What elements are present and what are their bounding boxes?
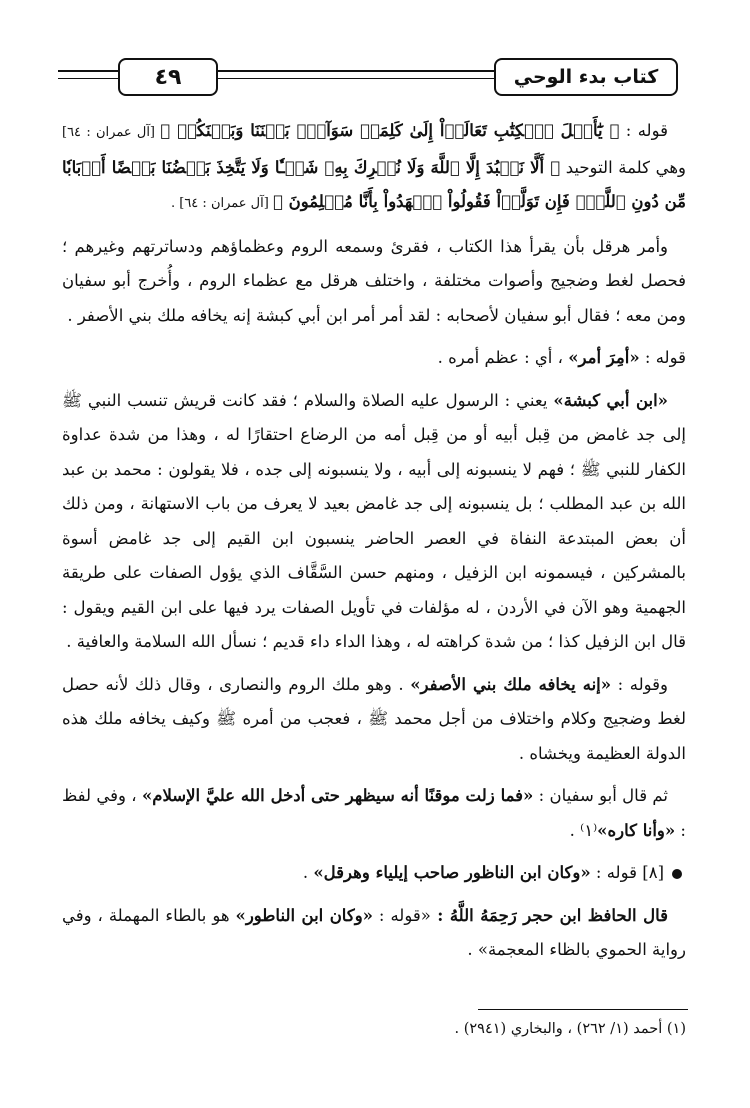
hadith-quote: «إنه يخافه ملك بني الأصفر» (410, 674, 612, 694)
text-span: . (302, 863, 314, 882)
text-span: يعني : الرسول عليه الصلاة والسلام ؛ فقد كانت قريش تنسب النبي ﷺ إلى جد غامض من قِبل أبيه أو من قِبل أمه من الرضاع احتقارًا له ، وهذا من شدة عداوة الكفار للنبي ﷺ ؛ فهم لا ينسبونه إلى أبيه ، ولا ينسبونه إلى جده ، فلا يقولون : محمد بن عبد الله بن عبد المطلب ؛ بل ينسبونه إلى جد غامض بعيد لا يعرف من باب الاستهانة ، ومن ذلك أن بعض المبتدعة النفاة في العصر الحاضر ينسبون ابن القيم إلى جد غامض أسوة بالمشركين ، فيسمونه ابن الزفيل ، ومنهم حسن السَّقَّاف الذي يؤول الصفات على طريقة الجهمية وهو الآن في الأردن ، له مؤلفات في تأويل الصفات يرد فيها على ابن القيم ويقول : قال ابن الزفيل كذا ؛ من شدة كراهته له ، وهذا الداء داء قديم ؛ نسأل الله السلامة والعافية . (62, 390, 686, 651)
paragraph (62, 230, 686, 334)
quran-quote: ﴿ أَلَّا نَعۡبُدَ إِلَّا ٱللَّهَ وَلَا نُشۡرِكَ بِهِۦ شَيۡـٔٗا وَلَا يَتَّخِذَ بَعۡضُنَا بَعۡضًا أَرۡبَابٗا مِّن دُونِ ٱللَّهِۚ فَإِن تَوَلَّوۡاْ فَقُولُواْ ٱشۡهَدُواْ بِأَنَّا مُسۡلِمُونَ ﴾ (62, 157, 686, 211)
text-span: هو بالطاء المهملة ، وفي رواية الحموي بالظاء المعجمة» . (62, 905, 686, 959)
header-rule-left (58, 70, 118, 72)
text-span: ثم قال أبو سفيان : (533, 786, 668, 805)
bullet-item (62, 856, 686, 891)
hadith-quote: «ابن أبي كبشة» (553, 390, 668, 410)
text-span: ، أي : عظم أمره . (437, 348, 569, 367)
paragraph (62, 114, 686, 222)
bullet-text (303, 863, 664, 882)
hadith-quote: «وكان ابن الناظور صاحب إيلياء وهرقل» (313, 863, 591, 882)
paragraph (62, 384, 686, 660)
hadith-quote: «وأنا كاره» (597, 820, 676, 840)
hadith-quote: قال الحافظ ابن حجر رَحِمَهُ اللَّهُ : (430, 905, 668, 925)
hadith-quote: «وكان ابن الناطور» (235, 905, 373, 925)
text-span: قوله : (619, 121, 668, 140)
text-span: وقوله : (611, 674, 668, 694)
footnote-divider (478, 1009, 688, 1010)
header-rule-middle (216, 70, 494, 72)
verse-reference: [آل عمران : ٦٤] . (170, 196, 273, 211)
text-span: ⁽١⁾ . (569, 820, 598, 840)
text-span: «قوله : (372, 905, 431, 925)
bullet-icon (672, 869, 682, 879)
text-span: وأمر هرقل بأن يقرأ هذا الكتاب ، فقرئ وسمعه الروم وعظماؤهم ودساترتهم وغيرهم ؛ فحصل لغط وضجيج وأصوات مختلفة ، واختلف هرقل مع عظماء الروم ، وأُخرج أبو سفيان ومن معه ؛ فقال أبو سفيان لأصحابه : لقد أمر أمر ابن أبي كبشة إنه يخافه ملك بني الأصفر . (62, 236, 686, 325)
book-title: كتاب بدء الوحي (494, 58, 678, 96)
paragraph (62, 668, 686, 772)
text-span: [٨] قوله : (590, 863, 664, 882)
hadith-quote: «أمِرَ أمر» (568, 348, 640, 367)
header-rule-left-thin (58, 78, 118, 79)
page-header (58, 58, 678, 102)
paragraph (62, 899, 686, 968)
main-text (62, 114, 686, 976)
quran-quote: ﴿ يَٰٓأَهۡلَ ٱلۡكِتَٰبِ تَعَالَوۡاْ إِلَىٰ كَلِمَةٖ سَوَآءِۭ بَيۡنَنَا وَبَيۡنَكُمۡ ﴾ (160, 121, 620, 140)
verse-reference: [آل عمران : ٦٤] (62, 125, 161, 140)
text-span: وهي كلمة التوحيد (560, 157, 686, 177)
paragraph (62, 779, 686, 848)
text-span: . وهو ملك الروم والنصارى ، وقال ذلك لأنه حصل لغط وضجيج وكلام واختلاف من أجل محمد ﷺ ، فعجب من أمره ﷺ وكيف يخافه ملك هذه الدولة العظيمة ويخشاه . (62, 674, 686, 763)
header-rule-middle-thin (216, 78, 494, 79)
text-span: قوله : (639, 348, 686, 367)
footnote: (١) أحمد (١/ ٢٦٢) ، والبخاري (٢٩٤١) . (454, 1021, 686, 1037)
text-span: ، وفي لفظ : (62, 786, 686, 840)
page-number: ٤٩ (118, 58, 218, 96)
hadith-quote: «فما زلت موقنًا أنه سيظهر حتى أدخل الله عليَّ الإسلام» (141, 786, 534, 805)
paragraph (62, 341, 686, 376)
